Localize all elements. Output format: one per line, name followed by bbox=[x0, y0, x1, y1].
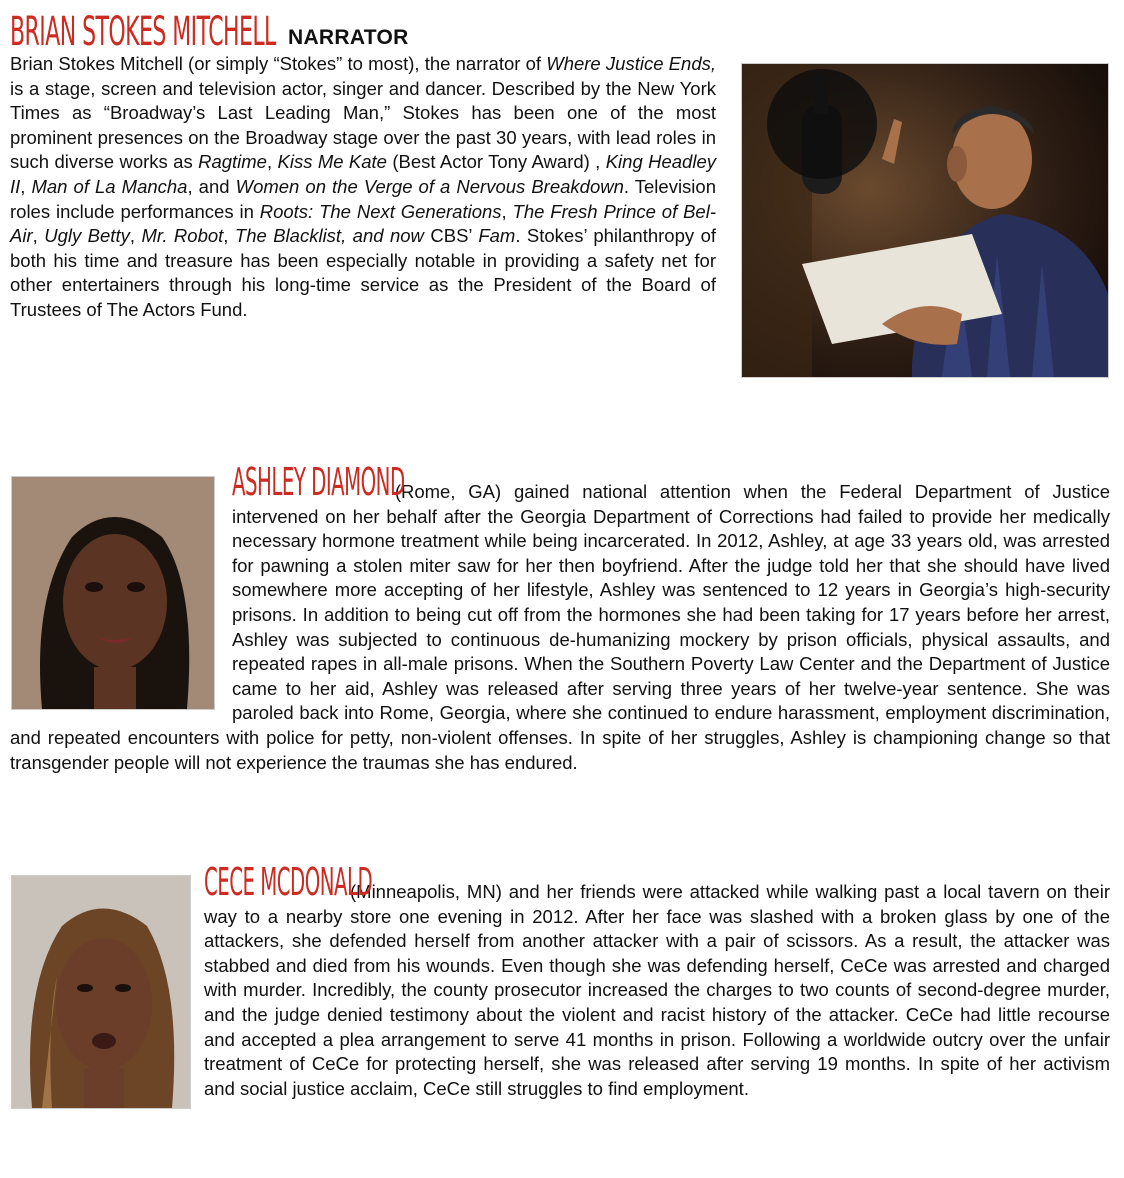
bio-role: NARRATOR bbox=[288, 26, 409, 49]
bio-text bbox=[10, 860, 1110, 1101]
bio-body-segment: (Best Actor Tony Award) , bbox=[386, 151, 606, 173]
bio-name: CECE MCDONALD bbox=[204, 860, 373, 904]
bio-body-segment: , bbox=[129, 225, 142, 247]
bio-body-segment: CBS’ bbox=[423, 225, 479, 247]
title-italic: Fam bbox=[478, 225, 516, 247]
bio-body: (Minneapolis, MN) and her friends were attacked while walking past a local tavern on their way to a nearby store one evening in 2012. After her face was slashed with a broken glass by one of the attackers, she defended herself from another attacker with a pair of scissors. As a result, the attacker was stabbed and died from his wounds. Even though she was defending herself, CeCe was arrested and charged with murder. Incredibly, the county prosecutor increased the charges to two counts of second-degree murder, and the judge denied testimony about the violent and racist history of the attacker. CeCe had little recourse and accepted a plea arrangement to serve 41 months in prison. Following a worldwide outcry over the unfair treatment of CeCe for protecting herself, she was released after serving 19 months. In spite of her activism and social justice acclaim, CeCe still struggles to find employment. bbox=[204, 881, 1110, 1099]
bio-body-segment: . Television roles include performances in bbox=[10, 175, 716, 222]
title-italic: The Blacklist, and now bbox=[234, 225, 424, 247]
photo-spacer bbox=[10, 876, 204, 1109]
bio-body-segment: . Stokes’ philanthropy of both his time and treasure has been especially notable in providing a safety net for other entertainers through his long-time service as the President of the Board of Trustees of The Actors Fund. bbox=[10, 225, 717, 320]
bio-body-segment: , bbox=[266, 151, 278, 173]
bio-body-segment: , bbox=[20, 175, 32, 197]
title-italic: Ugly Betty bbox=[44, 225, 130, 247]
bio-name-wrap bbox=[204, 860, 373, 904]
bio-name: ASHLEY DIAMOND bbox=[232, 460, 405, 504]
title-italic: Roots: The Next Generations bbox=[259, 200, 502, 222]
title-italic: Women on the Verge of a Nervous Breakdown bbox=[235, 175, 624, 197]
bio-text bbox=[10, 52, 716, 323]
bio-name-wrap bbox=[232, 460, 405, 504]
bio-ashley-diamond bbox=[10, 460, 1111, 775]
bio-name: BRIAN STOKES MITCHELL bbox=[10, 9, 276, 55]
title-italic: King Headley II bbox=[10, 151, 717, 197]
bio-body: (Rome, GA) gained national attention when the Federal Department of Justice intervened on her behalf after the Georgia Department of Corrections had failed to provide her medically necessary hormone treatment while being incarcerated. In 2012, Ashley, at age 33 years old, was arrested for pawning a stolen miter saw for her then boyfriend. After the judge told her that she should have lived somewhere more accepting of her lifestyle, Ashley was sentenced to 12 years in Georgia’s high-security prisons. In addition to being cut off from the hormones she had been taking for 17 years before her arrest, Ashley was subjected to continuous de-humanizing mockery by prison officials, physical assaults, and repeated rapes in all-male prisons. When the Southern Poverty Law Center and the Department of Justice came to her aid, Ashley was released after serving three years of her twelve-year sentence. She was paroled back into Rome, Georgia, where she continued to endure harassment, employment discrimination, and repeated encounters with police for petty, non-violent offenses. In spite of her struggles, Ashley is championing change so that transgender people will not experience the traumas she has endured. bbox=[10, 481, 1111, 773]
bio-body-segment: , bbox=[501, 200, 513, 222]
bio-title-row bbox=[10, 6, 1110, 55]
title-italic: Man of La Mancha bbox=[31, 175, 188, 197]
narrator-photo bbox=[741, 63, 1109, 378]
bio-body-segment: , bbox=[32, 225, 45, 247]
bio-cece-mcdonald bbox=[10, 860, 1110, 1109]
title-italic: Where Justice Ends, bbox=[546, 53, 716, 74]
bio-body-segment: , and bbox=[187, 175, 236, 197]
photo-spacer bbox=[10, 476, 232, 711]
title-italic: Mr. Robot bbox=[141, 225, 224, 247]
title-italic: Ragtime bbox=[198, 151, 267, 173]
bio-body-segment: Brian Stokes Mitchell (or simply “Stokes” to most), the narrator of bbox=[10, 53, 547, 74]
bio-body-segment: is a stage, screen and television actor, singer and dancer. Described by the New York Times as “Broadway’s Last Leading Man,” Stokes has been one of the most prominent presences on the Broadway stage over the past 30 years, with lead roles in such diverse works as bbox=[10, 77, 716, 173]
bio-body-segment: , bbox=[223, 225, 235, 247]
title-italic: Kiss Me Kate bbox=[277, 151, 387, 173]
bio-text bbox=[10, 460, 1111, 775]
title-italic: The Fresh Prince of Bel-Air bbox=[10, 200, 716, 247]
